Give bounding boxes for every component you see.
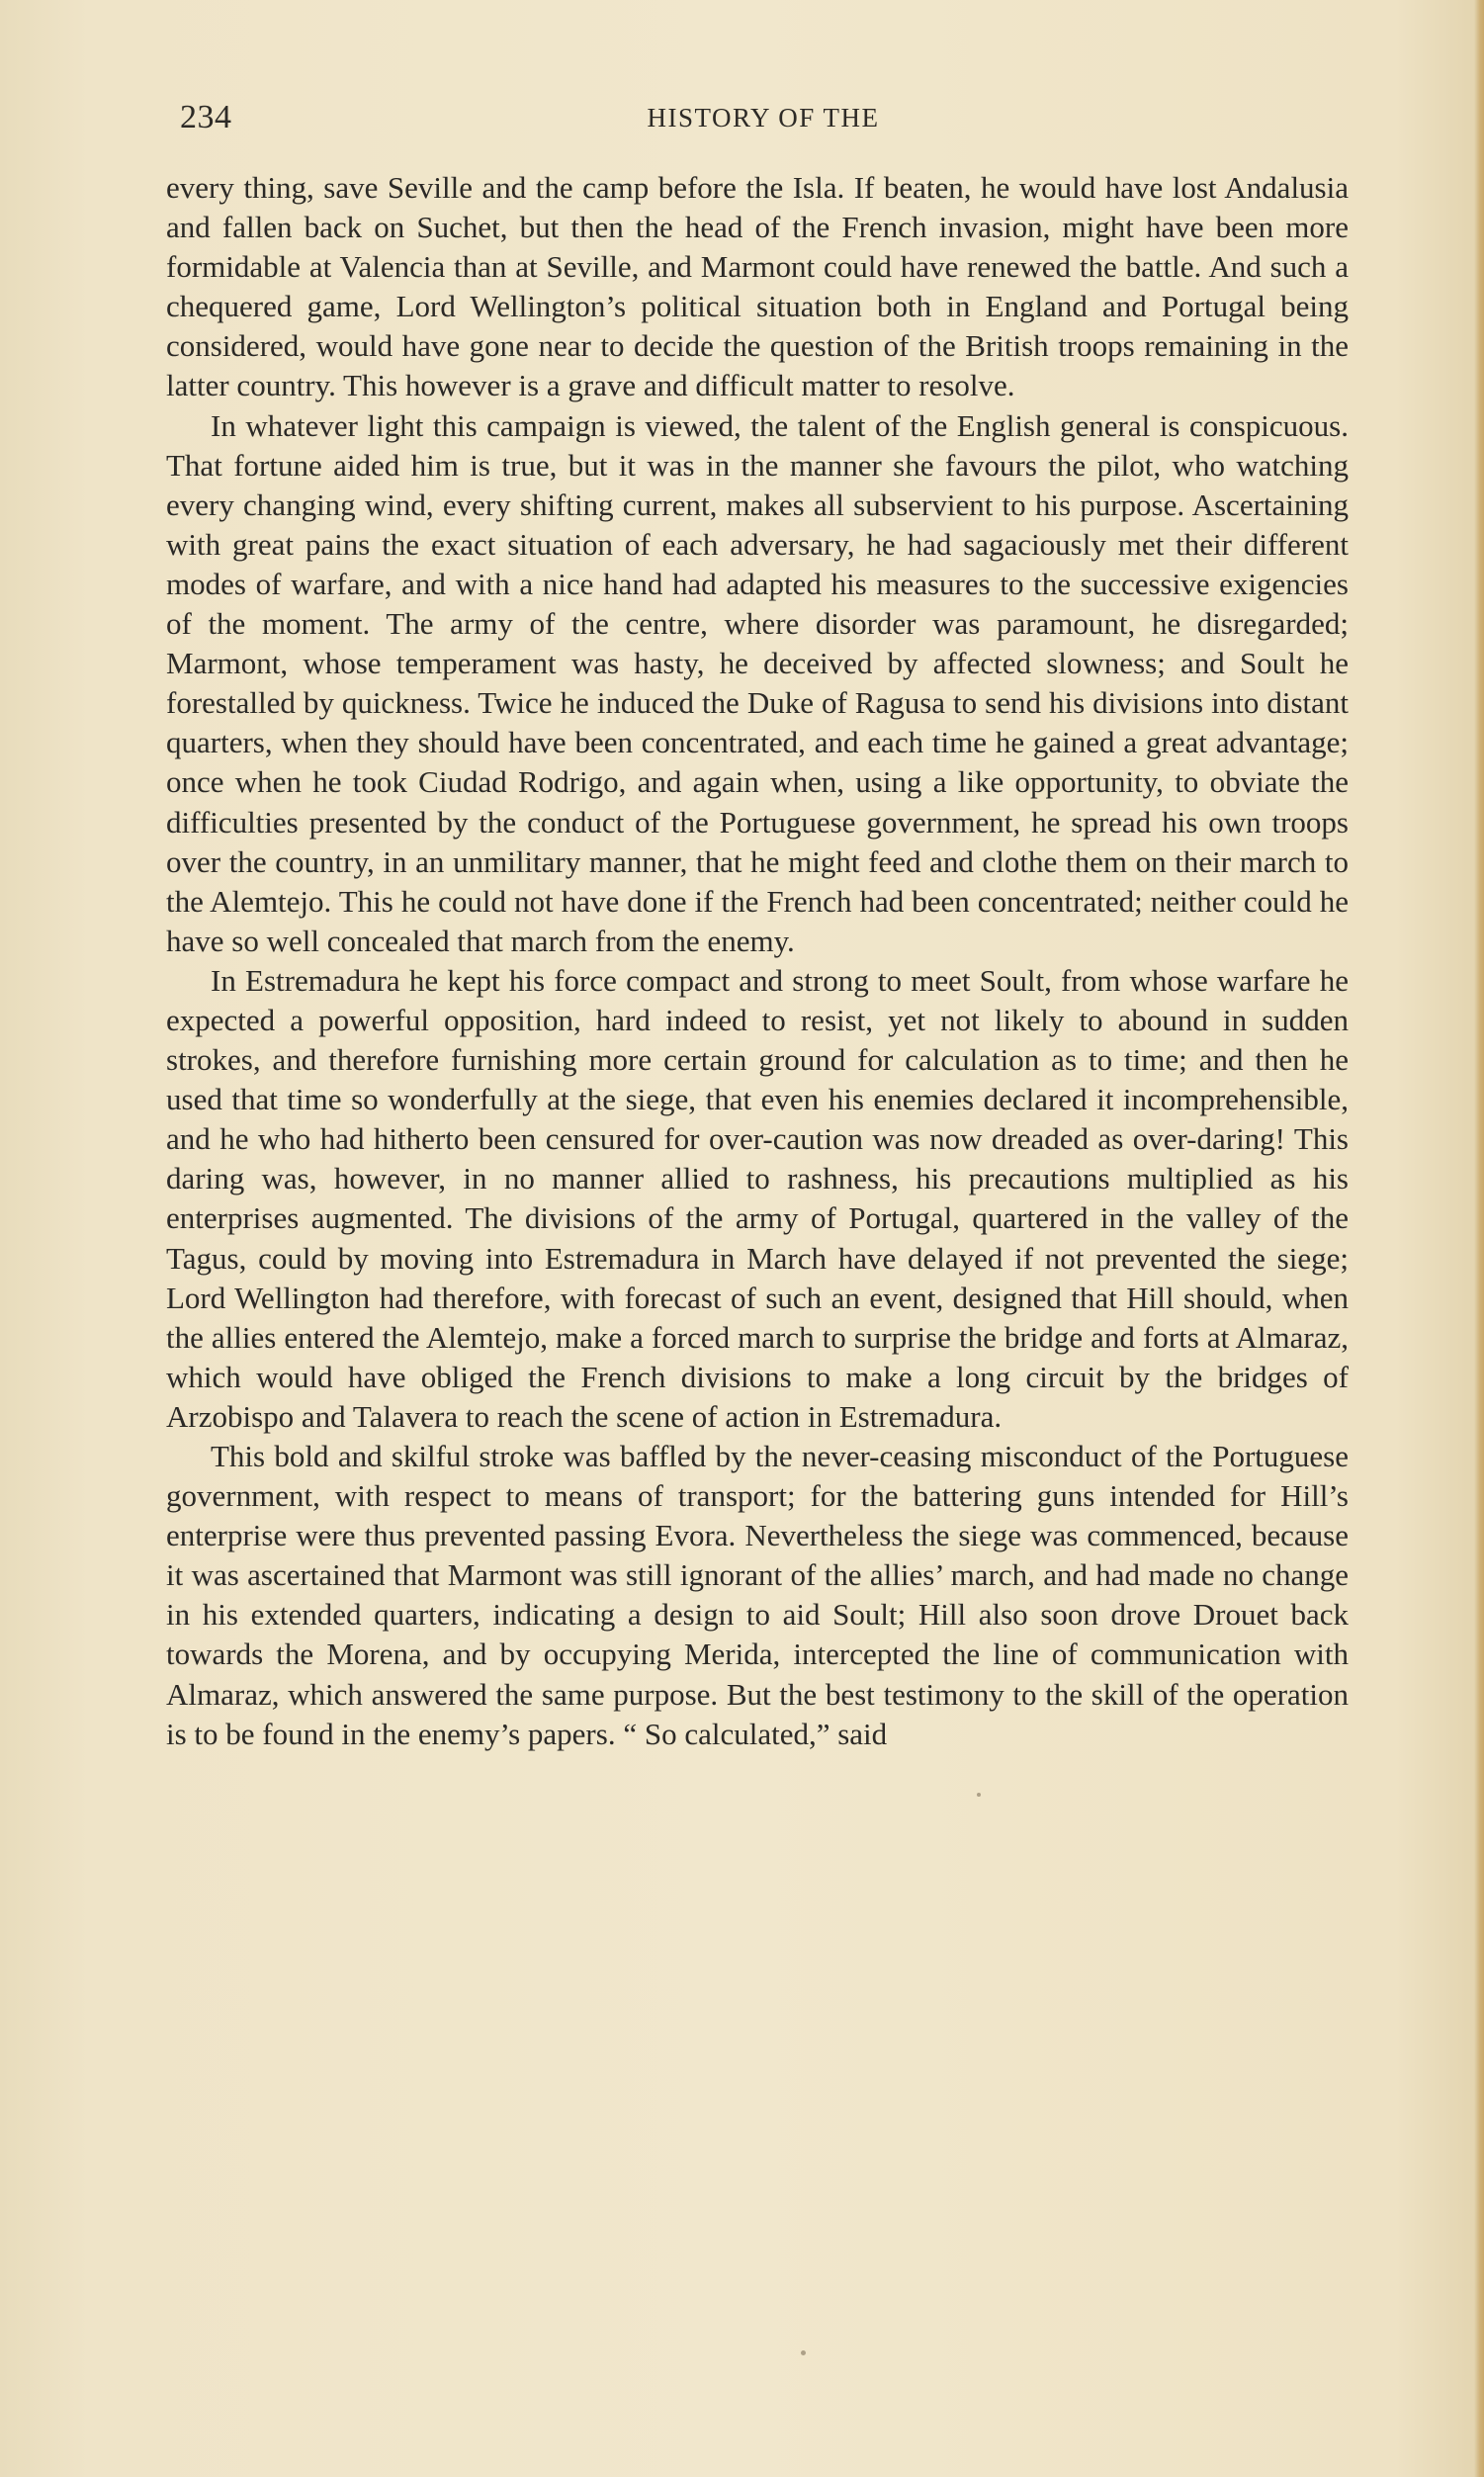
paragraph-2: In whatever light this campaign is viewed, the talent of the English general is conspicuous. That fortune aided him is true, but it was in the manner she favours the pilot, who watching every changing wind, every shifting current, makes all subservient to his purpose. Ascertaining with great pains the exact situation of each adversary, he had sagaciously met their different modes of warfare, and with a nice hand had adapted his measures to the successive exigencies of the moment. The army of the centre, where disorder was paramount, he disregarded; Marmont, whose temperament was hasty, he deceived by affected slowness; and Soult he forestalled by quickness. Twice he induced the Duke of Ragusa to send his divisions into distant quarters, when they should have been concentrated, and each time he gained a great advantage; once when he took Ciudad Rodrigo, and again when, using a like opportunity, to obviate the difficulties presented by the conduct of the Portuguese government, he spread his own troops over the country, in an unmilitary manner, that he might feed and clothe them on their march to the Alemtejo. This he could not have done if the French had been concentrated; neither could he have so well concealed that march from the enemy. <box>166 407 1349 958</box>
paper-speck <box>977 1793 981 1797</box>
paragraph-1: every thing, save Seville and the camp before the Isla. If beaten, he would have lost Andalusia and fallen back on Suchet, but then the head of the French invasion, might have been more formidable at Valencia than at Seville, and Marmont could have renewed the battle. And such a chequered game, Lord Wellington’s political situation both in England and Portugal being considered, would have gone near to decide the question of the British troops remaining in the latter country. This however is a grave and difficult matter to resolve. <box>166 170 1349 403</box>
paragraph-3: In Estremadura he kept his force compact and strong to meet Soult, from whose warfare he expected a powerful opposition, hard indeed to resist, yet not likely to abound in sudden strokes, and therefore furnishing more certain ground for calculation as to time; and then he used that time so wonderfully at the siege, that even his enemies declared it incomprehensible, and he who had hitherto been censured for over-caution was now dreaded as over-daring! This daring was, however, in no manner allied to rashness, his precautions multiplied as his enterprises augmented. The divisions of the army of Portugal, quartered in the valley of the Tagus, could by moving into Estremadura in March have delayed if not prevented the siege; Lord Wellington had therefore, with forecast of such an event, designed that Hill should, when the allies entered the Alemtejo, make a forced march to surprise the bridge and forts at Almaraz, which would have obliged the French divisions to make a long circuit by the bridges of Arzobispo and Talavera to reach the scene of action in Estremadura. <box>166 962 1349 1434</box>
paper-speck <box>801 2350 806 2355</box>
page-number: 234 <box>180 99 232 135</box>
body-text <box>166 168 1349 1754</box>
page-edge <box>1474 0 1484 2477</box>
paragraph-4: This bold and skilful stroke was baffled by the never-ceasing misconduct of the Portuguese government, with respect to means of transport; for the battering guns intended for Hill’s enterprise were thus prevented passing Evora. Nevertheless the siege was commenced, because it was ascertained that Marmont was still ignorant of the allies’ march, and had made no change in his extended quarters, indicating a design to aid Soult; Hill also soon drove Drouet back towards the Morena, and by occupying Merida, intercepted the line of communication with Almaraz, which answered the same purpose. But the best testimony to the skill of the operation is to be found in the enemy’s papers. “ So calculated,” said <box>166 1439 1349 1751</box>
running-title: HISTORY OF THE <box>647 103 880 133</box>
running-header <box>180 96 1347 139</box>
